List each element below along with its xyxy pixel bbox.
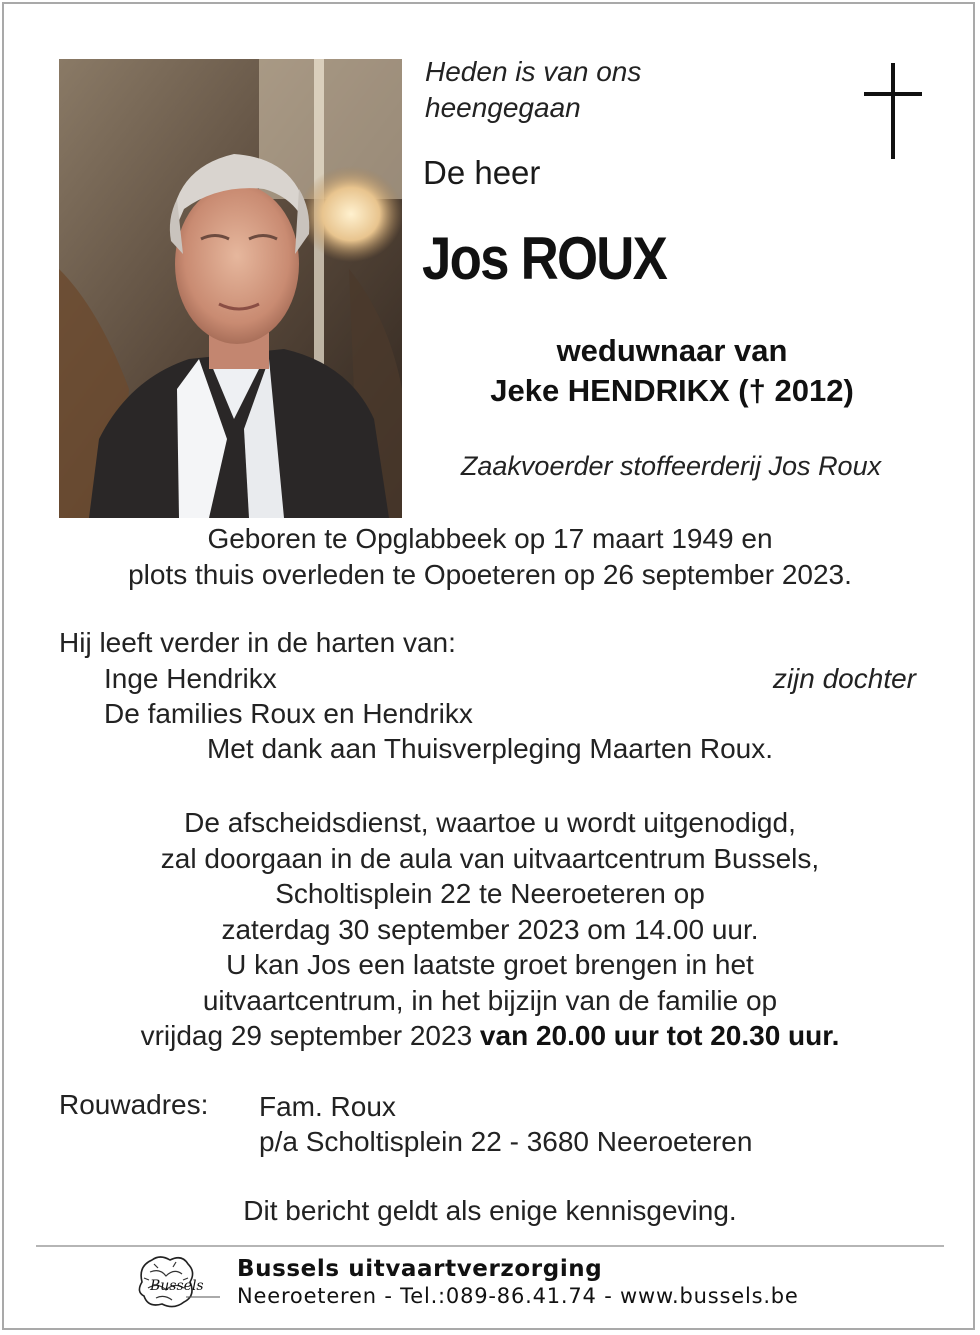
mourning-address xyxy=(259,1089,752,1159)
deceased-name: Jos ROUX xyxy=(422,225,667,292)
company-name: Bussels uitvaartverzorging xyxy=(237,1256,603,1282)
families-line: De families Roux en Hendrikx xyxy=(104,698,473,729)
visitation-hours: van 20.00 uur tot 20.30 uur. xyxy=(479,1020,840,1051)
relative-name: Inge Hendrikx xyxy=(104,663,277,694)
mourning-address-label: Rouwadres: xyxy=(59,1089,209,1120)
service-line-7 xyxy=(0,1018,980,1054)
service-details xyxy=(0,805,980,1054)
occupation: Zaakvoerder stoffeerderij Jos Roux xyxy=(460,451,882,481)
service-line-3: Scholtisplein 22 te Neeroeteren op xyxy=(275,878,705,909)
address-line-2: p/a Scholtisplein 22 - 3680 Neeroeteren xyxy=(259,1126,753,1157)
birth-line: Geboren te Opglabbeek op 17 maart 1949 en xyxy=(207,523,773,554)
survivors-title: Hij leeft verder in de harten van: xyxy=(59,627,456,658)
widow-line-2: Jeke HENDRIKX († 2012) xyxy=(490,373,854,408)
thanks-line: Met dank aan Thuisverpleging Maarten Roux. xyxy=(206,733,774,764)
death-line: plots thuis overleden te Opoeteren op 26 september 2023. xyxy=(128,559,852,590)
intro-text xyxy=(425,54,641,126)
service-line-1: De afscheidsdienst, waartoe u wordt uitgenodigd, xyxy=(184,807,796,838)
portrait-photo xyxy=(59,59,402,518)
footer-divider xyxy=(36,1245,944,1247)
notice-line: Dit bericht geldt als enige kennisgeving. xyxy=(243,1195,737,1226)
widower-of xyxy=(402,331,942,411)
service-line-4: zaterdag 30 september 2023 om 14.00 uur. xyxy=(221,913,759,945)
intro-line-2: heengegaan xyxy=(425,92,581,123)
visitation-date: vrijdag 29 september 2023 xyxy=(140,1020,480,1051)
intro-line-1: Heden is van ons xyxy=(425,56,642,87)
birth-death-text xyxy=(0,521,980,593)
service-line-6: uitvaartcentrum, in het bijzijn van de familie op xyxy=(202,984,778,1016)
latin-cross-icon xyxy=(864,63,922,159)
service-line-5: U kan Jos een laatste groet brengen in het xyxy=(226,949,754,980)
widow-line-1: weduwnaar van xyxy=(556,333,788,368)
honorific: De heer xyxy=(423,154,541,191)
bussels-logo xyxy=(130,1252,226,1312)
company-contact: Neeroeteren - Tel.:089-86.41.74 - www.bussels.be xyxy=(237,1284,799,1308)
service-line-2: zal doorgaan in de aula van uitvaartcentrum Bussels, xyxy=(160,842,820,874)
relative-role: zijn dochter xyxy=(772,663,916,694)
address-line-1: Fam. Roux xyxy=(259,1091,396,1122)
logo-text: Bussels xyxy=(150,1278,204,1294)
